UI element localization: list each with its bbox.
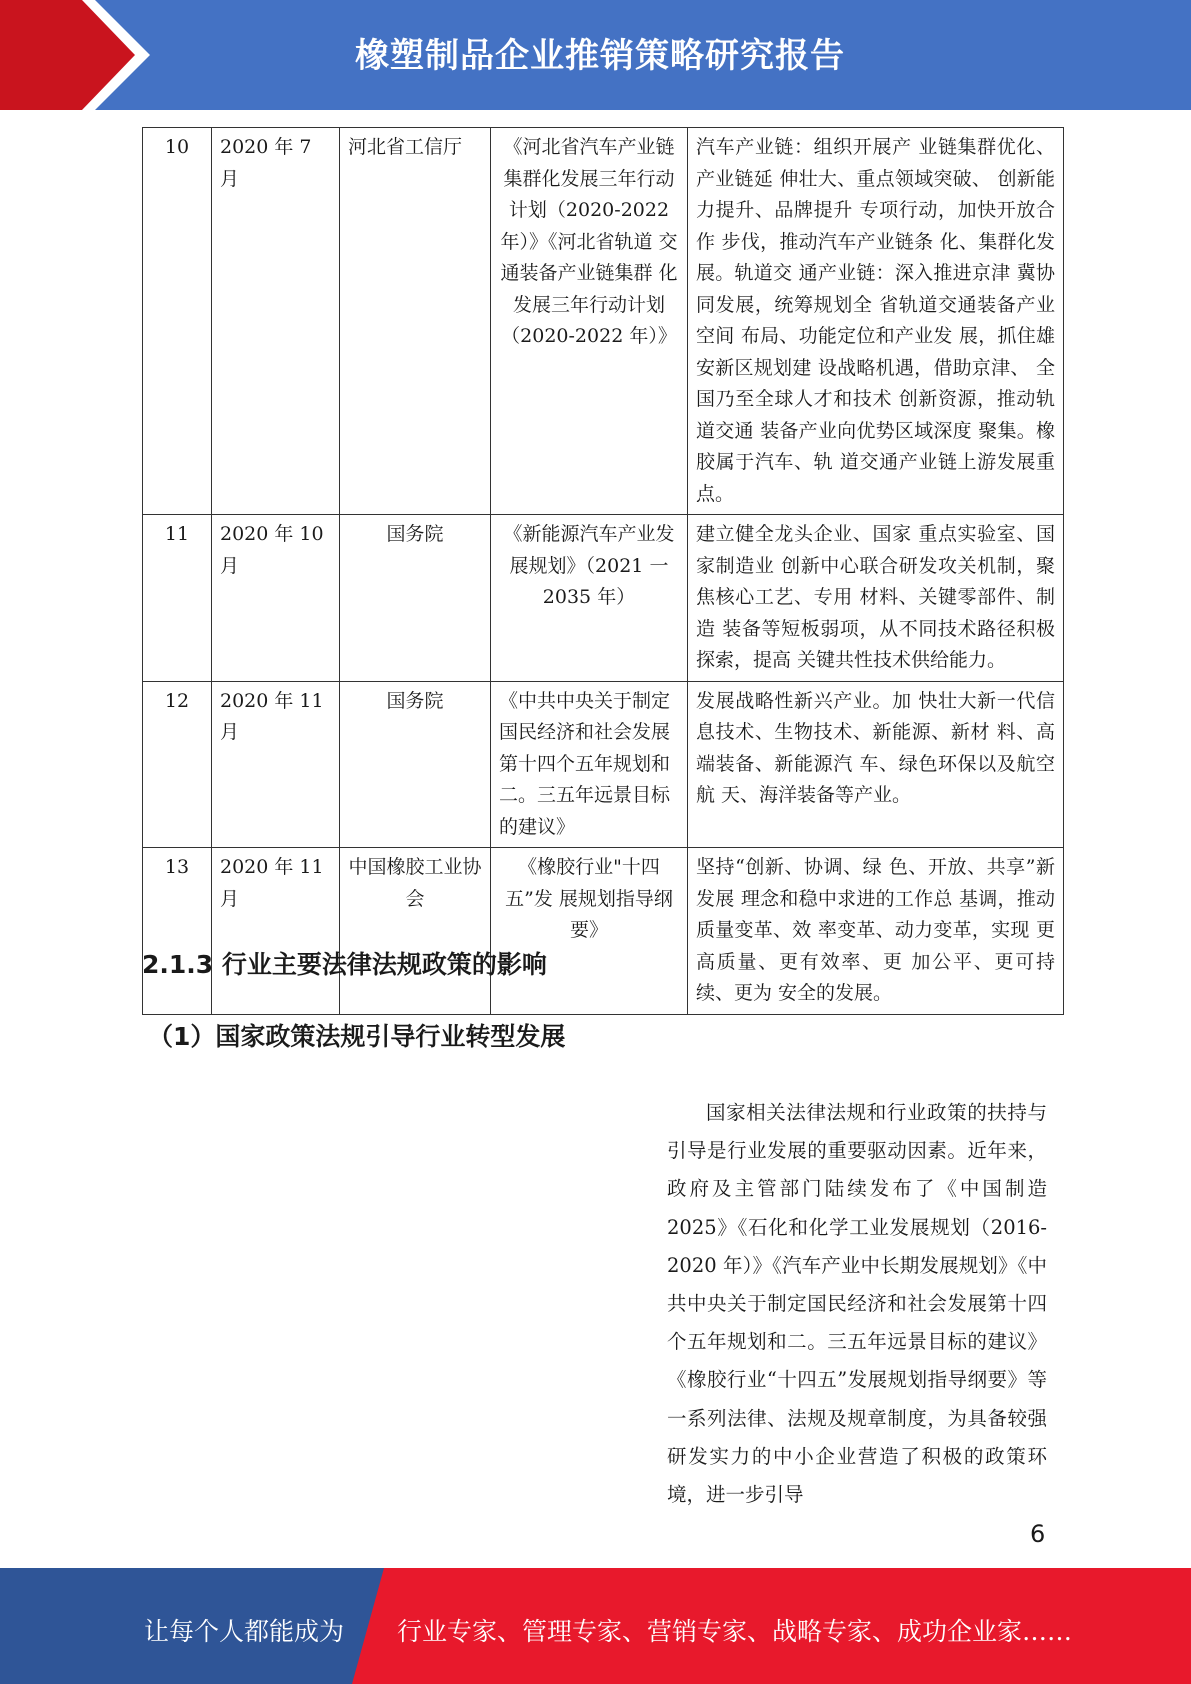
row-date: 2020 年 10 月 [212,515,340,682]
page-header [0,0,1191,110]
footer-slogan-left: 让每个人都能成为 [144,1617,345,1646]
row-issuer: 国务院 [340,515,491,682]
row-document: 《新能源汽车产业发 展规划》（2021 一 2035 年） [491,515,688,682]
policy-table [142,127,1064,1015]
row-issuer: 中国橡胶工业协 会 [340,848,491,1015]
row-issuer: 河北省工信厅 [340,128,491,515]
row-content: 汽车产业链：组织开展产 业链集群优化、产业链延 伸壮大、重点领域突破、 创新能力提升、品牌提升 专项行动，加快开放合作 步伐，推动汽车产业链条 化、集群化发展。轨道交 通产业链：深入推进京津 冀协同发展，统筹规划全 省轨道交通装备产业空间 布局、功能定位和产业发 展，抓住雄安新区规划建 设战略机遇，借助京津、 全国乃至全球人才和技术 创新资源，推动轨道交通 装备产业向优势区域深度 聚集。橡胶属于汽车、轨 道交通产业链上游发展重 点。 [688,128,1064,515]
body-paragraph: 国家相关法律法规和行业政策的扶持与引导是行业发展的重要驱动因素。近年来，政府及主管部门陆续发布了《中国制造 2025》《石化和化学工业发展规划（2016-2020 年）》《汽车产业中长期发展规划》《中共中央关于制定国民经济和社会发展第十四个五年规划和二。三五年远景目标的建议》《橡胶行业“十四五”发展规划指导纲要》等一系列法律、法规及规章制度，为具备较强研发实力的中小企业营造了积极的政策环境，进一步引导 [667,1101,1047,1507]
row-content: 坚持“创新、协调、绿 色、开放、共享”新发展 理念和稳中求进的工作总 基调，推动质量变革、效 率变革、动力变革，实现 更高质量、更有效率、更 加公平、更可持续、更为 安全的发展。 [688,848,1064,1015]
row-number: 12 [143,681,212,848]
row-content: 发展战略性新兴产业。加 快壮大新一代信息技术、生物技术、新能源、新材 料、高端装备、新能源汽 车、绿色环保以及航空航 天、海洋装备等产业。 [688,681,1064,848]
report-title: 橡塑制品企业推销策略研究报告 [355,36,845,76]
row-issuer: 国务院 [340,681,491,848]
header-chevron-decoration [0,0,150,110]
row-date: 2020 年 11 月 [212,848,340,1015]
row-document: 《橡胶行业"十四五”发 展规划指导纲要》 [491,848,688,1015]
row-document: 《河北省汽车产业链 集群化发展三年行动 计划（2020-2022 年）》《河北省轨道 交通装备产业链集群 化发展三年行动计划（2020-2022 年）》 [491,128,688,515]
footer-slogan-right: 行业专家、管理专家、营销专家、战略专家、成功企业家…… [397,1617,1073,1646]
row-date: 2020 年 7 月 [212,128,340,515]
row-number: 10 [143,128,212,515]
row-date: 2020 年 11 月 [212,681,340,848]
subsection-heading: （1）国家政策法规引导行业转型发展 [148,1022,566,1051]
row-content: 建立健全龙头企业、国家 重点实验室、国家制造业 创新中心联合研发攻关机制，聚焦核心工艺、专用 材料、关键零部件、制造 装备等短板弱项，从不同技术路径积极探索，提高 关键共性技术供给能力。 [688,515,1064,682]
page-number: 6 [1030,1520,1046,1548]
row-number: 11 [143,515,212,682]
row-document: 《中共中央关于制定 国民经济和社会发展第十四个五年规划和 二。三五年远景目标 的建议》 [491,681,688,848]
table-row [143,128,1064,515]
table-row [143,681,1064,848]
table-row [143,515,1064,682]
section-heading: 2.1.3 行业主要法律法规政策的影响 [142,950,547,979]
row-number: 13 [143,848,212,1015]
table-row [143,848,1064,1015]
